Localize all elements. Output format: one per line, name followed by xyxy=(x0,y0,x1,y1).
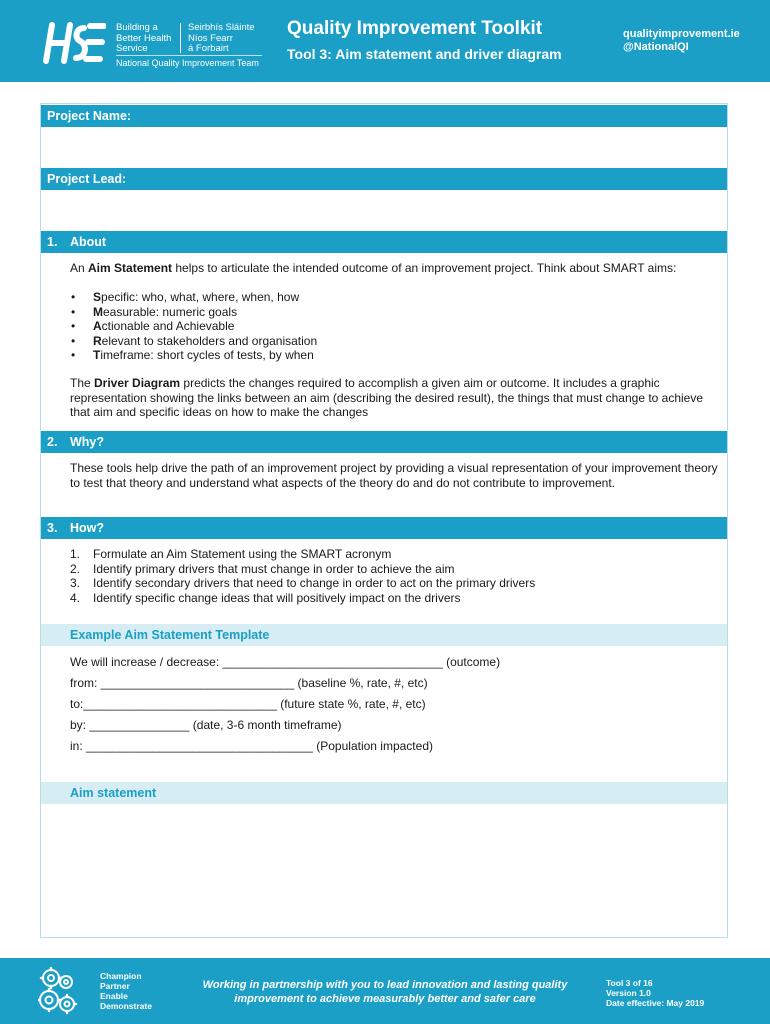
org-name-english xyxy=(116,23,178,55)
org-line: Service xyxy=(116,43,148,54)
team-name: National Quality Improvement Team xyxy=(116,55,262,69)
step-text: Identify primary drivers that must change in order to achieve the aim xyxy=(93,561,455,576)
hse-logo-icon xyxy=(40,20,106,66)
hse-org-name xyxy=(116,23,262,67)
how-steps xyxy=(70,547,720,605)
page-header xyxy=(0,0,770,82)
template-line-outcome: We will increase / decrease: _________________________________ (outcome) xyxy=(70,655,501,669)
smart-text: ctionable and Achievable xyxy=(101,319,235,333)
section-about-bar xyxy=(41,231,727,253)
driver-pre: The xyxy=(70,376,95,390)
project-name-label: Project Name: xyxy=(47,109,132,123)
template-line-future: to:_____________________________ (future state %, rate, #, etc) xyxy=(70,697,426,711)
section-how-bar xyxy=(41,517,727,539)
smart-letter: T xyxy=(93,348,101,362)
smart-letter: S xyxy=(93,290,102,304)
header-contact xyxy=(623,28,740,54)
aim-statement-term: Aim Statement xyxy=(88,261,173,275)
toolkit-title: Quality Improvement Toolkit xyxy=(287,18,543,39)
section-why-bar xyxy=(41,431,727,453)
org-line: Níos Fearr xyxy=(188,32,233,44)
page-footer xyxy=(0,958,770,1024)
smart-item xyxy=(70,348,720,363)
section-number: 3. xyxy=(47,521,58,535)
how-step xyxy=(70,576,720,591)
smart-letter: M xyxy=(93,304,103,319)
website-link[interactable]: qualityimprovement.ie xyxy=(623,28,740,40)
about-intro-post: helps to articulate the intended outcome of an improvement project. Think about SMART aims: xyxy=(172,261,677,275)
org-name-irish xyxy=(188,23,264,55)
smart-item xyxy=(70,305,720,320)
tool-count: Tool 3 of 16 xyxy=(606,978,653,988)
smart-item xyxy=(70,319,720,334)
driver-post: predicts the changes required to accomplish a given aim or outcome. It includes a graphic representation showing the links between an aim (describing the desired result), the things that must change to achieve that aim and specific ideas on how to make the changes xyxy=(70,376,704,419)
date-effective: Date effective: May 2019 xyxy=(606,998,705,1008)
section-number: 2. xyxy=(47,435,58,449)
twitter-handle[interactable]: @NationalQI xyxy=(623,41,689,53)
project-lead-bar xyxy=(41,168,727,190)
aim-statement-bar xyxy=(41,782,727,804)
why-text: These tools help drive the path of an improvement project by providing a visual representation of your improvement theory to test that theory and understand what aspects of the theory do and do not contribute to improvement. xyxy=(70,461,718,490)
section-heading: Why? xyxy=(70,435,105,449)
version: Version 1.0 xyxy=(606,988,651,998)
step-text: Identify secondary drivers that need to change in order to act on the primary drivers xyxy=(93,576,536,590)
tool-subtitle: Tool 3: Aim statement and driver diagram xyxy=(287,46,562,62)
value-word: Demonstrate xyxy=(100,1001,152,1011)
org-line: Seirbhís Sláinte xyxy=(188,22,255,33)
smart-text: easurable: numeric goals xyxy=(103,304,238,319)
org-divider xyxy=(180,23,181,53)
step-number: 3. xyxy=(70,576,81,590)
template-line-population: in: __________________________________ (Population impacted) xyxy=(70,739,433,753)
smart-letter: R xyxy=(93,333,102,348)
step-text: Identify specific change ideas that will positively impact on the drivers xyxy=(93,590,461,605)
project-lead-field[interactable] xyxy=(41,190,727,230)
org-line: á Forbairt xyxy=(188,43,229,54)
driver-diagram-text xyxy=(70,376,720,420)
value-word: Partner xyxy=(100,981,130,991)
driver-diagram-term: Driver Diagram xyxy=(94,376,181,390)
section-heading: How? xyxy=(70,521,105,535)
value-word: Champion xyxy=(100,971,142,981)
step-text: Formulate an Aim Statement using the SMART acronym xyxy=(93,547,392,561)
smart-list xyxy=(70,290,720,363)
step-number: 1. xyxy=(70,547,81,561)
template-heading-bar xyxy=(41,624,727,646)
footer-meta xyxy=(606,978,704,1008)
aim-statement-label: Aim statement xyxy=(70,786,157,800)
smart-item xyxy=(70,290,720,305)
aim-statement-field[interactable] xyxy=(41,804,727,937)
project-lead-label: Project Lead: xyxy=(47,172,127,186)
template-line-baseline: from: _____________________________ (baseline %, rate, #, etc) xyxy=(70,676,428,690)
smart-text: pecific: who, what, where, when, how xyxy=(101,290,300,304)
project-name-bar xyxy=(41,105,727,127)
mission-line: improvement to achieve measurably better and safer care xyxy=(234,993,536,1005)
toolkit-form xyxy=(40,103,728,938)
footer-mission xyxy=(185,978,585,1006)
footer-values xyxy=(100,971,152,1011)
how-step xyxy=(70,547,720,562)
project-name-field[interactable] xyxy=(41,127,727,167)
smart-letter: A xyxy=(93,319,102,333)
section-number: 1. xyxy=(47,235,58,249)
mission-line: Working in partnership with you to lead innovation and lasting quality xyxy=(202,979,568,991)
step-number: 4. xyxy=(70,590,81,605)
smart-text: elevant to stakeholders and organisation xyxy=(101,333,318,348)
value-word: Enable xyxy=(100,991,128,1001)
template-heading: Example Aim Statement Template xyxy=(70,628,270,642)
step-number: 2. xyxy=(70,561,81,576)
org-line: Better Health xyxy=(116,32,172,44)
template-line-date: by: _______________ (date, 3-6 month timeframe) xyxy=(70,718,342,732)
how-step xyxy=(70,591,720,606)
how-step xyxy=(70,562,720,577)
smart-text: imeframe: short cycles of tests, by when xyxy=(100,348,314,362)
about-intro xyxy=(70,261,720,276)
section-heading: About xyxy=(70,235,107,249)
smart-item xyxy=(70,334,720,349)
org-line: Building a xyxy=(116,22,158,33)
values-gears-icon xyxy=(38,964,78,1018)
about-intro-pre: An xyxy=(70,261,89,275)
